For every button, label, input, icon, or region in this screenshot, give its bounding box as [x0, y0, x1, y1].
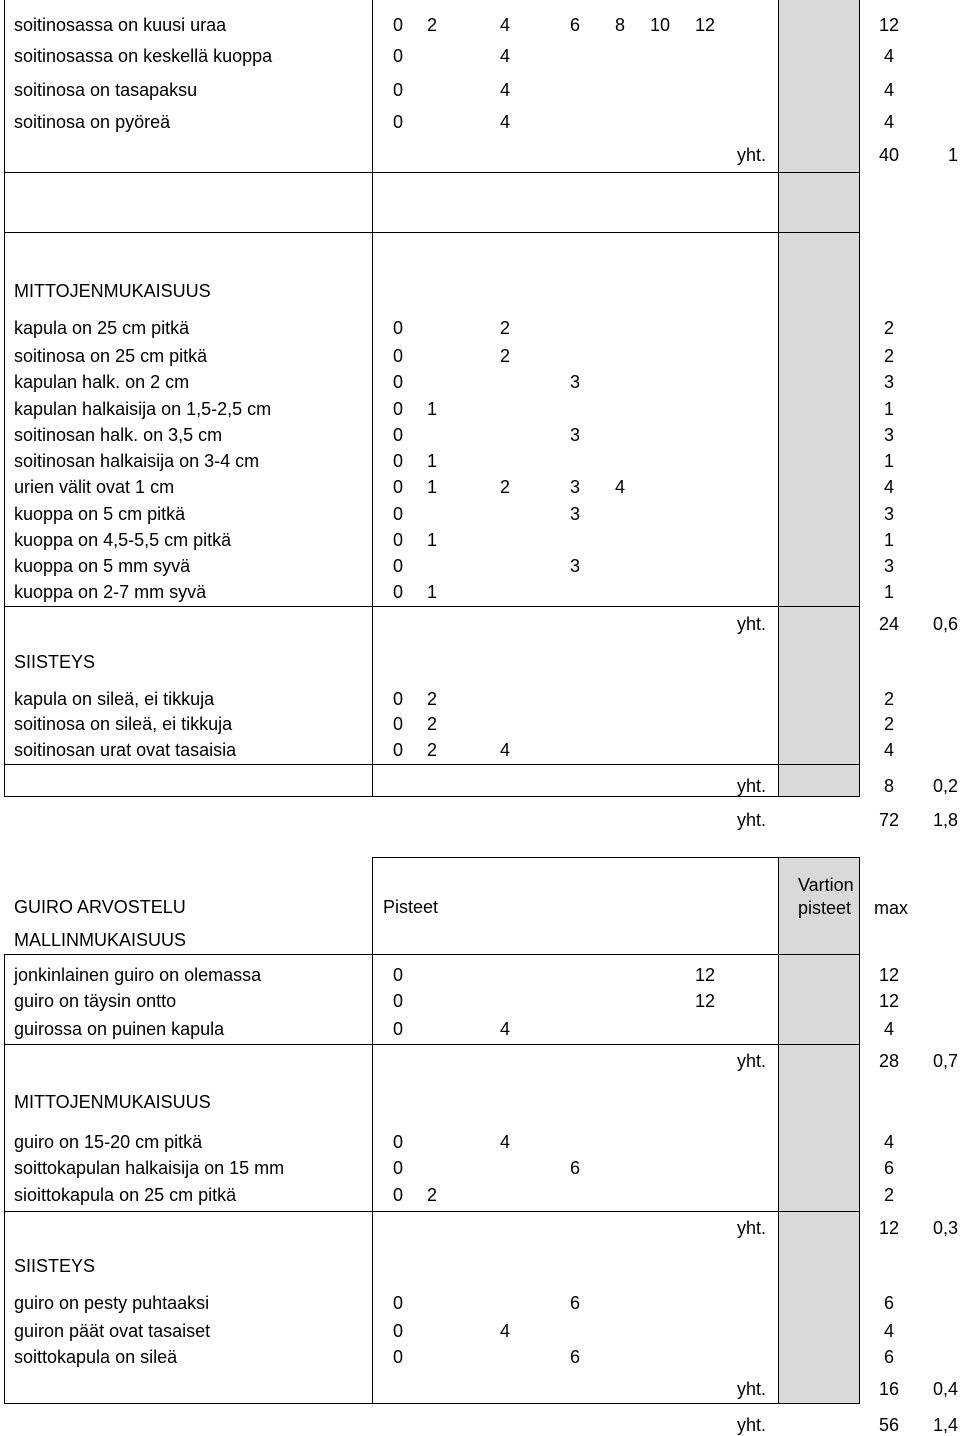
- score-value: 10: [649, 15, 671, 35]
- score-value: 0: [392, 1019, 403, 1039]
- total-ratio: 0,4: [932, 1379, 958, 1399]
- row-label: kuoppa on 4,5-5,5 cm pitkä: [14, 530, 232, 550]
- row-label: soitinosan halk. on 3,5 cm: [14, 425, 223, 445]
- total-value: 40: [878, 145, 900, 165]
- grid-line: [4, 232, 860, 233]
- team-points-column-shade-1: [778, 0, 860, 797]
- max-value: 3: [883, 556, 894, 576]
- max-value: 4: [883, 112, 894, 132]
- max-value: 12: [878, 15, 900, 35]
- score-value: 0: [392, 740, 403, 760]
- grid-line: [778, 857, 779, 1404]
- score-value: 6: [569, 1158, 580, 1178]
- max-value: 2: [883, 318, 894, 338]
- score-value: 0: [392, 1158, 403, 1178]
- score-value: 3: [569, 556, 580, 576]
- score-value: 0: [392, 1293, 403, 1313]
- max-value: 6: [883, 1293, 894, 1313]
- row-label: soitinosa on sileä, ei tikkuja: [14, 714, 233, 734]
- max-value: 1: [883, 530, 894, 550]
- max-value: 4: [883, 740, 894, 760]
- score-value: 4: [499, 1132, 510, 1152]
- row-label: kuoppa on 2-7 mm syvä: [14, 582, 207, 602]
- total-value: 12: [878, 1218, 900, 1238]
- row-label: soitinosan urat ovat tasaisia: [14, 740, 237, 760]
- max-value: 4: [883, 477, 894, 497]
- score-value: 0: [392, 1347, 403, 1367]
- total-label: yht.: [737, 776, 767, 796]
- grand-total-label: yht.: [737, 1415, 767, 1435]
- score-value: 2: [426, 689, 437, 709]
- row-label: guiro on täysin ontto: [14, 991, 177, 1011]
- grid-line: [4, 1403, 860, 1404]
- grid-line: [4, 954, 5, 1404]
- score-value: 2: [426, 740, 437, 760]
- score-value: 0: [392, 477, 403, 497]
- grid-line: [4, 764, 860, 765]
- score-value: 0: [392, 46, 403, 66]
- score-value: 4: [499, 1321, 510, 1341]
- total-label: yht.: [737, 1379, 767, 1399]
- max-value: 2: [883, 346, 894, 366]
- total-ratio: 0,3: [932, 1218, 958, 1238]
- max-value: 3: [883, 425, 894, 445]
- column-header-max: max: [873, 898, 908, 918]
- score-value: 2: [426, 714, 437, 734]
- row-label: soitinosassa on keskellä kuoppa: [14, 46, 273, 66]
- total-label: yht.: [737, 1051, 767, 1071]
- score-value: 3: [569, 477, 580, 497]
- score-value: 8: [614, 15, 625, 35]
- score-value: 0: [392, 399, 403, 419]
- section-title: MITTOJENMUKAISUUS: [14, 281, 211, 301]
- total-value: 16: [878, 1379, 900, 1399]
- score-value: 0: [392, 582, 403, 602]
- max-value: 4: [883, 46, 894, 66]
- score-value: 1: [426, 582, 437, 602]
- row-label: soitinosa on tasapaksu: [14, 80, 198, 100]
- total-value: 28: [878, 1051, 900, 1071]
- row-label: guiro on pesty puhtaaksi: [14, 1293, 210, 1313]
- score-value: 0: [392, 80, 403, 100]
- max-value: 3: [883, 372, 894, 392]
- grid-line: [859, 0, 860, 797]
- score-value: 0: [392, 504, 403, 524]
- section-title: MITTOJENMUKAISUUS: [14, 1092, 211, 1112]
- score-value: 4: [499, 46, 510, 66]
- score-value: 0: [392, 372, 403, 392]
- grid-line: [4, 172, 860, 173]
- guiro-title: GUIRO ARVOSTELU: [14, 897, 186, 917]
- max-value: 1: [883, 451, 894, 471]
- row-label: guiron päät ovat tasaiset: [14, 1321, 211, 1341]
- total-ratio: 0,2: [932, 776, 958, 796]
- score-value: 0: [392, 1132, 403, 1152]
- section-title: MALLINMUKAISUUS: [14, 930, 187, 950]
- grand-total-ratio: 1,8: [932, 810, 958, 830]
- row-label: kapula on 25 cm pitkä: [14, 318, 190, 338]
- score-value: 0: [392, 965, 403, 985]
- max-value: 1: [883, 399, 894, 419]
- score-value: 3: [569, 425, 580, 445]
- grand-total-value: 72: [878, 810, 900, 830]
- score-value: 2: [426, 15, 437, 35]
- score-value: 0: [392, 689, 403, 709]
- row-label: soitinosa on 25 cm pitkä: [14, 346, 208, 366]
- score-value: 0: [392, 530, 403, 550]
- row-label: jonkinlainen guiro on olemassa: [14, 965, 262, 985]
- total-ratio: 0,7: [932, 1051, 958, 1071]
- score-value: 4: [499, 80, 510, 100]
- score-value: 12: [694, 15, 716, 35]
- total-label: yht.: [737, 1218, 767, 1238]
- row-label: kuoppa on 5 cm pitkä: [14, 504, 186, 524]
- score-value: 0: [392, 15, 403, 35]
- score-value: 4: [499, 1019, 510, 1039]
- row-label: kapulan halk. on 2 cm: [14, 372, 190, 392]
- grand-total-value: 56: [878, 1415, 900, 1435]
- score-value: 4: [499, 15, 510, 35]
- score-value: 4: [499, 740, 510, 760]
- score-value: 4: [614, 477, 625, 497]
- grid-line: [372, 0, 373, 797]
- grid-line: [4, 1211, 860, 1212]
- total-ratio: 0,6: [932, 614, 958, 634]
- score-value: 3: [569, 372, 580, 392]
- grand-total-label: yht.: [737, 810, 767, 830]
- score-value: 0: [392, 556, 403, 576]
- score-value: 6: [569, 15, 580, 35]
- score-value: 2: [499, 346, 510, 366]
- row-label: urien välit ovat 1 cm: [14, 477, 175, 497]
- max-value: 2: [883, 1185, 894, 1205]
- score-value: 3: [569, 504, 580, 524]
- score-value: 6: [569, 1293, 580, 1313]
- score-value: 1: [426, 477, 437, 497]
- row-label: kapula on sileä, ei tikkuja: [14, 689, 215, 709]
- score-value: 2: [499, 477, 510, 497]
- team-points-column-shade-2: [778, 857, 860, 1404]
- grand-total-ratio: 1,4: [932, 1415, 958, 1435]
- column-header-team-2: pisteet: [798, 898, 852, 918]
- row-label: sioittokapula on 25 cm pitkä: [14, 1185, 237, 1205]
- grid-line: [372, 857, 373, 1404]
- grid-line: [372, 857, 860, 858]
- score-value: 0: [392, 991, 403, 1011]
- score-value: 12: [694, 965, 716, 985]
- grid-line: [778, 0, 779, 797]
- score-value: 0: [392, 714, 403, 734]
- max-value: 4: [883, 80, 894, 100]
- grid-line: [4, 606, 860, 607]
- score-value: 4: [499, 112, 510, 132]
- row-label: soittokapulan halkaisija on 15 mm: [14, 1158, 285, 1178]
- section-title: SIISTEYS: [14, 1256, 96, 1276]
- max-value: 2: [883, 689, 894, 709]
- row-label: kuoppa on 5 mm syvä: [14, 556, 191, 576]
- score-value: 1: [426, 530, 437, 550]
- max-value: 12: [878, 991, 900, 1011]
- grid-line: [4, 1044, 860, 1045]
- total-ratio: 1: [947, 145, 958, 165]
- section-title: SIISTEYS: [14, 652, 96, 672]
- grid-line: [4, 0, 5, 797]
- score-value: 0: [392, 346, 403, 366]
- score-value: 2: [426, 1185, 437, 1205]
- score-value: 6: [569, 1347, 580, 1367]
- max-value: 4: [883, 1019, 894, 1039]
- grid-line: [4, 796, 860, 797]
- score-value: 0: [392, 112, 403, 132]
- row-label: soitinosan halkaisija on 3-4 cm: [14, 451, 260, 471]
- score-value: 0: [392, 318, 403, 338]
- score-value: 0: [392, 425, 403, 445]
- max-value: 12: [878, 965, 900, 985]
- score-value: 0: [392, 1185, 403, 1205]
- column-header-points: Pisteet: [383, 897, 439, 917]
- max-value: 4: [883, 1132, 894, 1152]
- total-label: yht.: [737, 614, 767, 634]
- score-value: 0: [392, 1321, 403, 1341]
- max-value: 1: [883, 582, 894, 602]
- total-value: 8: [883, 776, 894, 796]
- row-label: soittokapula on sileä: [14, 1347, 178, 1367]
- max-value: 2: [883, 714, 894, 734]
- score-value: 1: [426, 399, 437, 419]
- score-value: 1: [426, 451, 437, 471]
- max-value: 6: [883, 1347, 894, 1367]
- grid-line: [4, 954, 860, 955]
- max-value: 6: [883, 1158, 894, 1178]
- total-value: 24: [878, 614, 900, 634]
- row-label: kapulan halkaisija on 1,5-2,5 cm: [14, 399, 272, 419]
- row-label: guirossa on puinen kapula: [14, 1019, 225, 1039]
- grid-line: [859, 857, 860, 1404]
- score-value: 12: [694, 991, 716, 1011]
- column-header-team-1: Vartion: [798, 875, 854, 895]
- total-label: yht.: [737, 145, 767, 165]
- max-value: 3: [883, 504, 894, 524]
- row-label: soitinosa on pyöreä: [14, 112, 171, 132]
- score-value: 2: [499, 318, 510, 338]
- max-value: 4: [883, 1321, 894, 1341]
- row-label: soitinosassa on kuusi uraa: [14, 15, 227, 35]
- score-value: 0: [392, 451, 403, 471]
- row-label: guiro on 15-20 cm pitkä: [14, 1132, 203, 1152]
